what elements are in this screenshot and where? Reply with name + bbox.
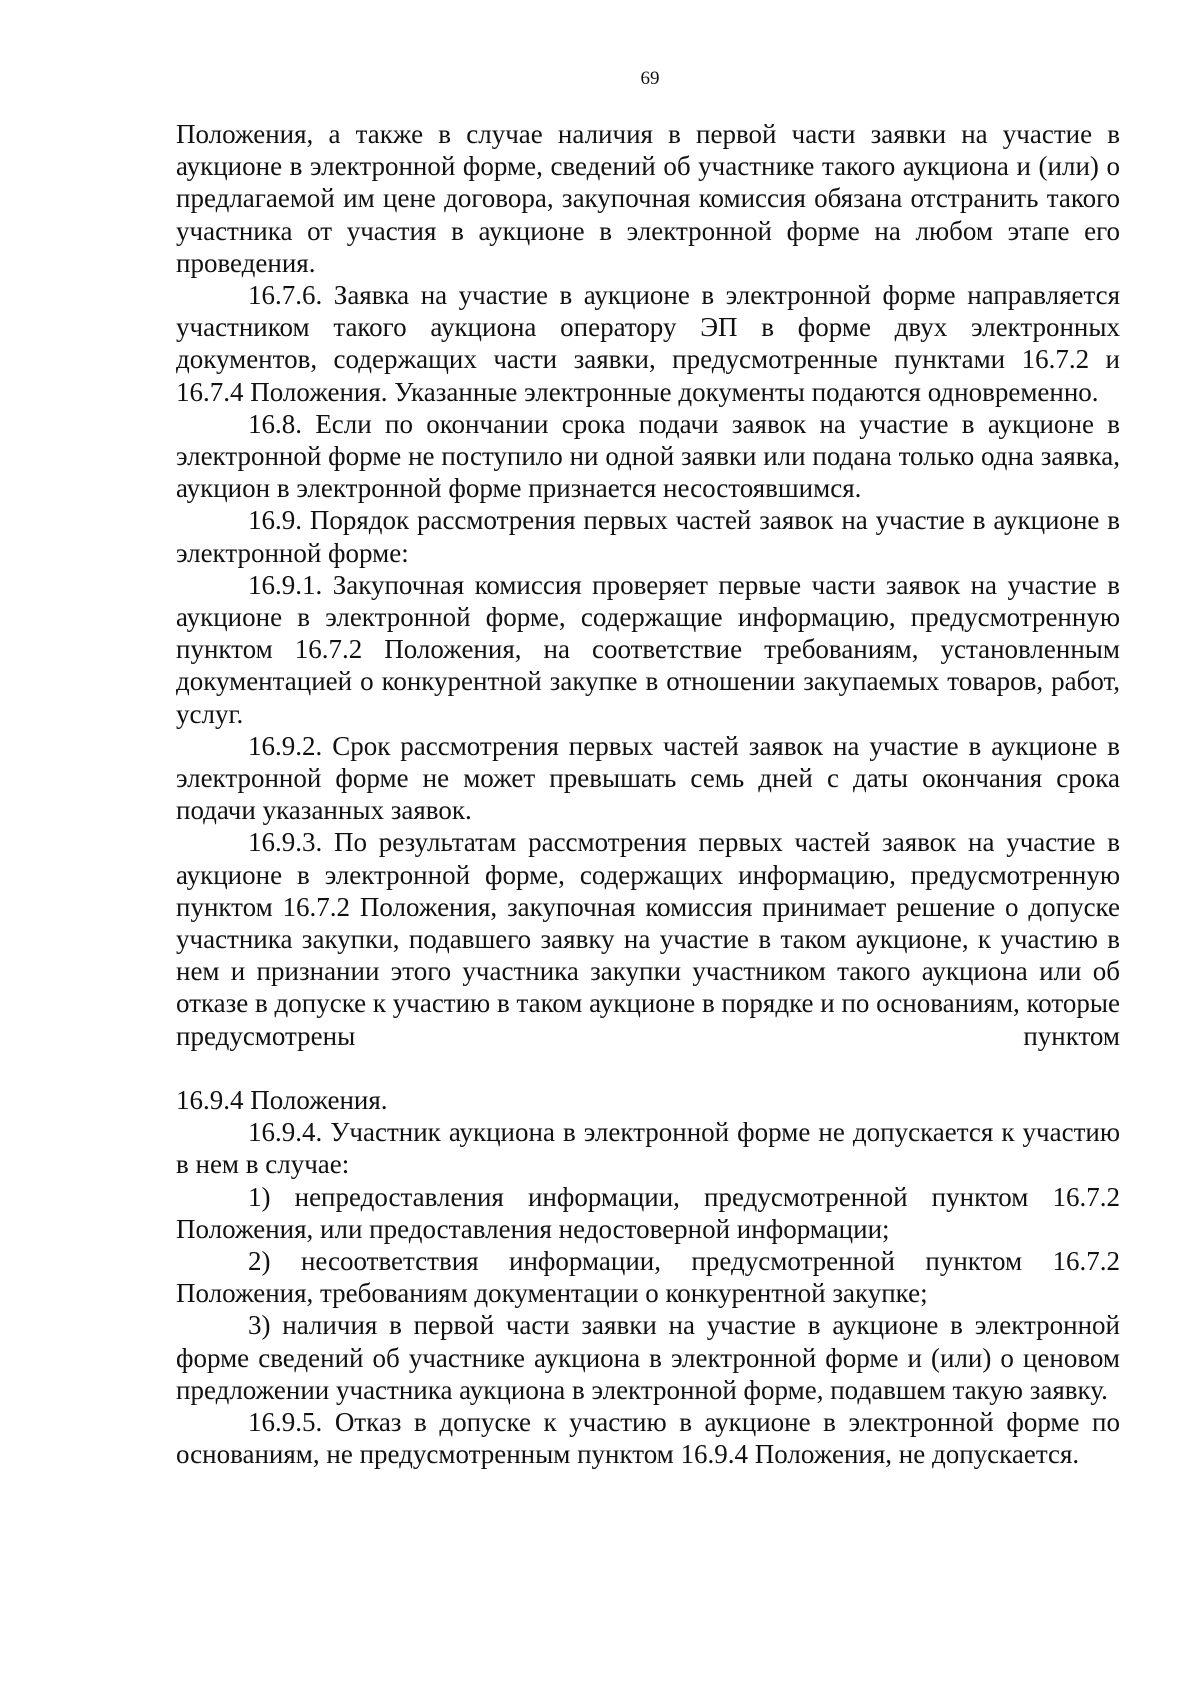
paragraph-16-9-2: 16.9.2. Срок рассмотрения первых частей заявок на участие в аукционе в электронной форме не может превышать семь дней с даты окончания срока подачи указанных заявок.	[176, 730, 1120, 826]
paragraph-16-9: 16.9. Порядок рассмотрения первых частей заявок на участие в аукционе в электронной форме:	[176, 505, 1120, 568]
list-item-3: 3) наличия в первой части заявки на участие в аукционе в электронной форме сведений об участнике аукциона в электронной форме и (или) о ценовом предложении участника аукциона в электронной форме, подавшем такую заявку.	[176, 1310, 1120, 1405]
paragraph-16-9-3: 16.9.3. По результатам рассмотрения первых частей заявок на участие в аукционе в электронной форме, содержащих информацию, предусмотренную пунктом 16.7.2 Положения, закупочная комиссия принимает решение о допуске участника закупки, подавшего заявку на участие в таком аукционе, к участию в нем и признании этого участника закупки участником такого аукциона или об отказе в допуске к участию в таком аукционе в порядке и по основаниям, которые предусмотрены пунктом	[176, 827, 1120, 1051]
list-item-1: 1) непредоставления информации, предусмотренной пунктом 16.7.2 Положения, или предоставления недостоверной информации;	[176, 1181, 1120, 1244]
paragraph-16-8: 16.8. Если по окончании срока подачи заявок на участие в аукционе в электронной форме не поступило ни одной заявки или подана только одна заявка, аукцион в электронной форме признается несостоявшимся.	[176, 408, 1120, 504]
paragraph-16-9-4: 16.9.4. Участник аукциона в электронной форме не допускается к участию в нем в случае:	[176, 1117, 1120, 1180]
paragraph-16-9-5: 16.9.5. Отказ в допуске к участию в аукционе в электронной форме по основаниям, не предусмотренным пунктом 16.9.4 Положения, не допускается.	[176, 1406, 1120, 1470]
paragraph-16-9-3-end: 16.9.4 Положения.	[176, 1084, 388, 1115]
paragraph-continuation: Положения, а также в случае наличия в первой части заявки на участие в аукционе в электронной форме, сведений об участнике такого аукциона и (или) о предлагаемой им цене договора, закупочная комиссия обязана отстранить такого участника от участия в аукционе в электронной форме на любом этапе его проведения.	[176, 119, 1120, 278]
document-body	[176, 118, 1120, 1470]
page-number: 69	[640, 68, 660, 89]
paragraph-16-7-6: 16.7.6. Заявка на участие в аукционе в электронной форме направляется участником такого аукциона оператору ЭП в форме двух электронных документов, содержащих части заявки, предусмотренные пунктами 16.7.2 и 16.7.4 Положения. Указанные электронные документы подаются одновременно.	[176, 280, 1120, 407]
list-item-2: 2) несоответствия информации, предусмотренной пунктом 16.7.2 Положения, требованиям документации о конкурентной закупке;	[176, 1245, 1120, 1309]
paragraph-16-9-1: 16.9.1. Закупочная комиссия проверяет первые части заявок на участие в аукционе в электронной форме, содержащие информацию, предусмотренную пунктом 16.7.2 Положения, на соответствие требованиям, установленным документацией о конкурентной закупке в отношении закупаемых товаров, работ, услуг.	[176, 569, 1120, 729]
